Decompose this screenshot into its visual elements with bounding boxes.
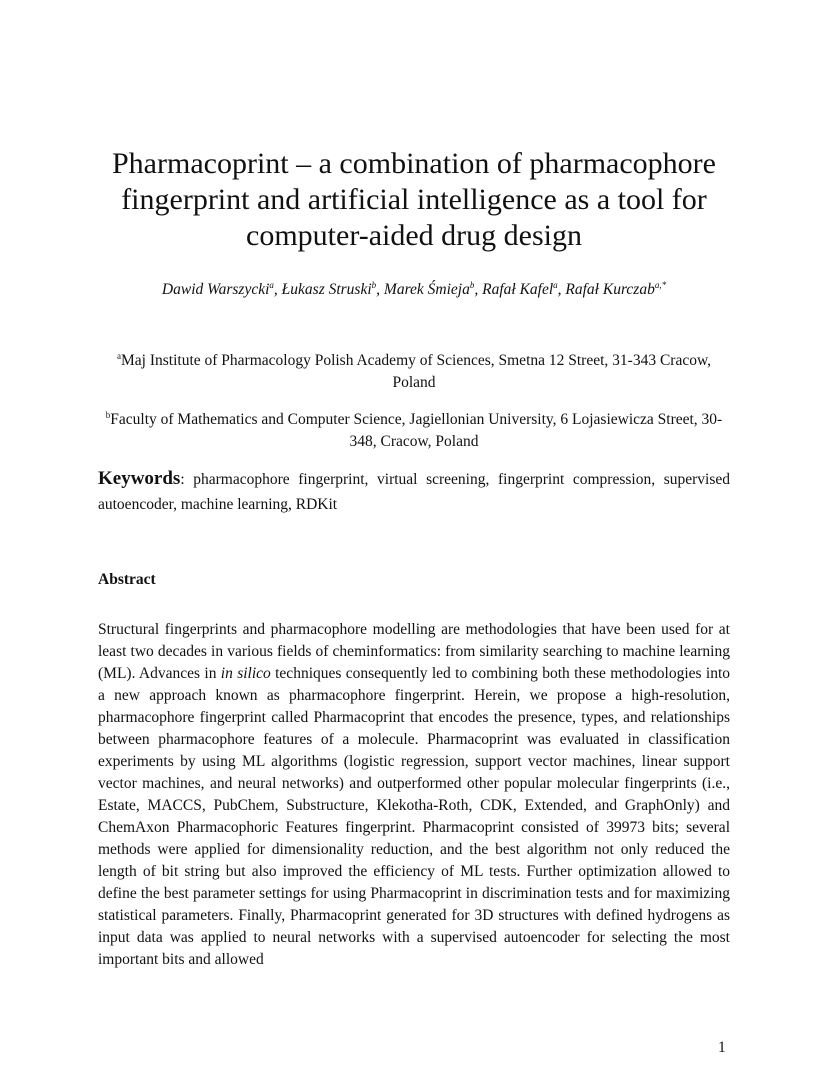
author: Rafał Kurczab$^{a,*}$ [565, 280, 667, 299]
paper-title: Pharmacoprint – a combination of pharmacophore fingerprint and artificial intelligence as a tool for computer-aided drug design [112, 147, 716, 252]
page-number: 1 [718, 1039, 726, 1056]
keywords [98, 466, 730, 517]
abstract-body: Structural fingerprints and pharmacophore modelling are methodologies that have been used for at least two decades in various fields of cheminformatics: from similarity searching to machine learning (ML). Advances in in silico techniques consequently led to combining both these methodologies into a new approach known as pharmacophore fingerprint. Herein, we propose a high-resolution, pharmacophore fingerprint called Pharmacoprint that encodes the presence, types, and relationships between pharmacophore features of a molecule. Pharmacoprint was evaluated in classification experiments by using ML algorithms (logistic regression, support vector machines, linear support vector machines, and neural networks) and outperformed other popular molecular fingerprints (i.e., Estate, MACCS, PubChem, Substructure, Klekotha-Roth, CDK, Extended, and GraphOnly) and ChemAxon Pharmacophoric Features fingerprint. Pharmacoprint consisted of 39973 bits; several methods were applied for dimensionality reduction, and the best algorithm not only reduced the length of bit string but also improved the efficiency of ML tests. Further optimization allowed to define the best parameter settings for using Pharmacoprint in discrimination tests and for maximizing statistical parameters. Finally, Pharmacoprint generated for 3D structures with defined hydrogens as input data was applied to neural networks with a supervised autoencoder for selecting the most important bits and allowed [98, 621, 730, 968]
author-list [40, 274, 788, 301]
affiliation-b: $^b$Faculty of Mathematics and Computer Science, Jagiellonian University, 6 Lojasiewicza Street, 30-348, Cracow, Poland [105, 410, 723, 451]
affiliation-a: $^a$Maj Institute of Pharmacology Polish Academy of Sciences, Smetna 12 Street, 31-343 Cracow, Poland [116, 351, 712, 392]
author: Marek Śmieja$^b$, [383, 280, 483, 299]
author: Dawid Warszycki$^a$, [161, 280, 282, 299]
author: Łukasz Struski$^b$, [281, 280, 384, 299]
abstract-heading: Abstract [98, 571, 156, 588]
keywords-text: : pharmacophore fingerprint, virtual screening, fingerprint compression, supervised autoencoder, machine learning, RDKit [98, 471, 730, 513]
author: Rafał Kafel$^a$, [482, 280, 566, 299]
keywords-label: Keywords [98, 468, 181, 489]
